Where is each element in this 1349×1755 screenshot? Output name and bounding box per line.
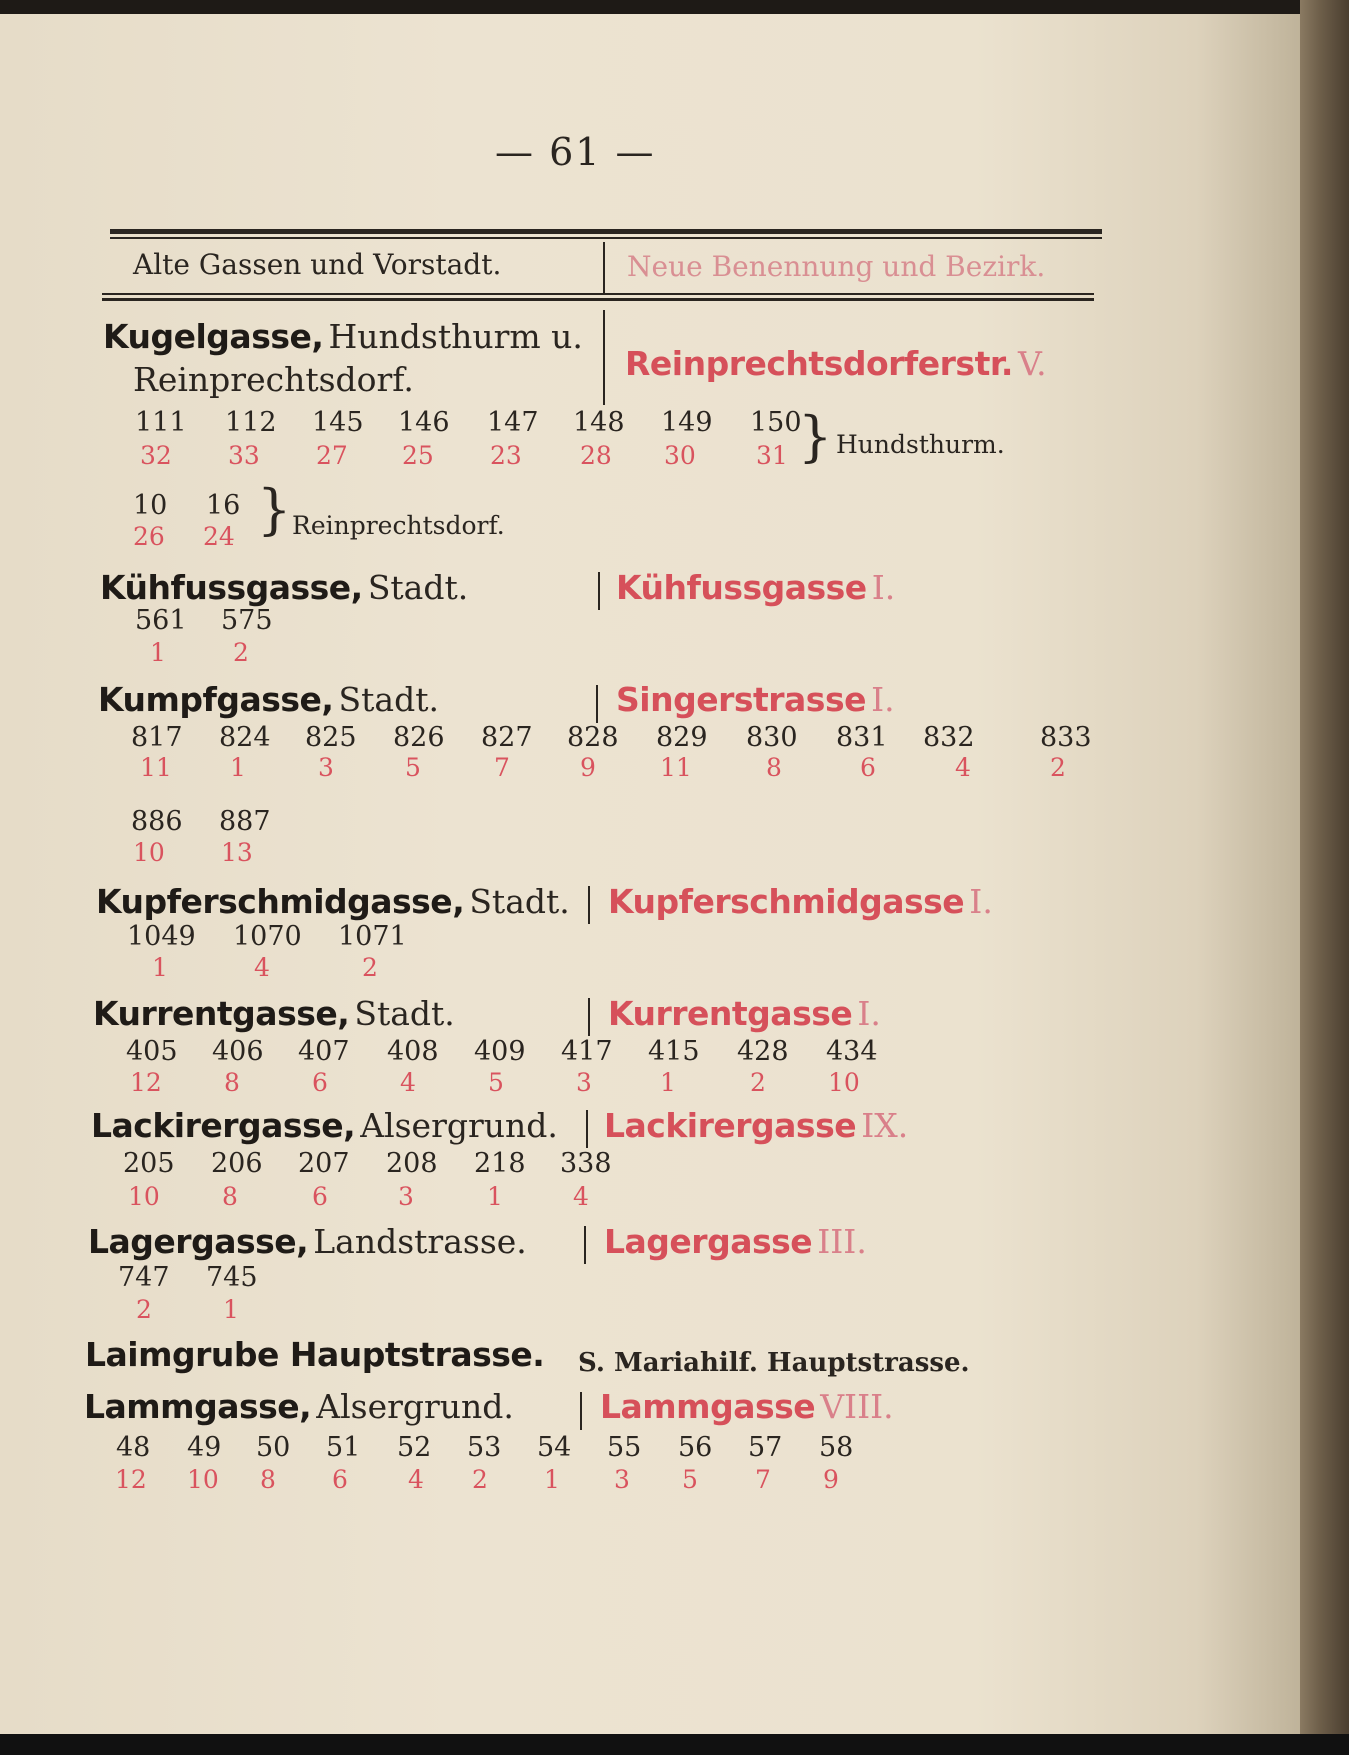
new-number: 4 xyxy=(573,1182,589,1211)
old-number: 53 xyxy=(467,1432,502,1463)
new-number: 6 xyxy=(860,753,876,782)
old-number: 428 xyxy=(737,1036,789,1067)
district: VIII. xyxy=(820,1387,894,1426)
old-number: 206 xyxy=(211,1148,263,1179)
new-number: 10 xyxy=(128,1182,160,1211)
new-number: 1 xyxy=(660,1068,676,1097)
old-number: 146 xyxy=(398,407,450,438)
old-street-name: Kurrentgasse, xyxy=(93,994,350,1033)
old-number: 149 xyxy=(661,407,713,438)
old-number: 832 xyxy=(923,722,975,753)
new-number: 4 xyxy=(955,753,971,782)
new-street-name: Kurrentgasse xyxy=(608,994,853,1033)
new-number: 6 xyxy=(312,1182,328,1211)
column-divider xyxy=(588,998,590,1036)
new-number: 30 xyxy=(664,441,696,470)
header-column-divider xyxy=(603,242,605,295)
old-street-name: Kugelgasse, xyxy=(103,317,324,356)
district: I. xyxy=(857,994,881,1033)
old-number: 338 xyxy=(560,1148,612,1179)
new-number: 28 xyxy=(580,441,612,470)
new-street-name: Kupferschmidgasse xyxy=(608,882,965,921)
old-number: 829 xyxy=(656,722,708,753)
new-number: 2 xyxy=(1050,753,1066,782)
old-number: 48 xyxy=(116,1432,151,1463)
old-location: Stadt. xyxy=(338,680,439,719)
old-number: 52 xyxy=(397,1432,432,1463)
new-number: 11 xyxy=(140,753,172,782)
new-number: 1 xyxy=(487,1182,503,1211)
new-number: 5 xyxy=(682,1465,698,1494)
new-number: 5 xyxy=(488,1068,504,1097)
old-number: 1071 xyxy=(338,921,407,952)
new-number: 9 xyxy=(823,1465,839,1494)
new-number: 27 xyxy=(316,441,348,470)
new-number: 8 xyxy=(766,753,782,782)
new-number: 26 xyxy=(133,522,165,551)
old-street-name: Laimgrube Hauptstrasse. xyxy=(85,1335,545,1374)
new-number: 23 xyxy=(490,441,522,470)
new-street-name: Lammgasse xyxy=(600,1387,816,1426)
new-number: 5 xyxy=(405,753,421,782)
new-number: 3 xyxy=(318,753,334,782)
new-number: 12 xyxy=(130,1068,162,1097)
old-number: 148 xyxy=(573,407,625,438)
new-number: 6 xyxy=(312,1068,328,1097)
old-street-name: Kühfussgasse, xyxy=(100,568,363,607)
new-number: 8 xyxy=(224,1068,240,1097)
new-number: 4 xyxy=(400,1068,416,1097)
new-number: 8 xyxy=(222,1182,238,1211)
district: I. xyxy=(871,680,895,719)
header-top-rule-thin xyxy=(110,237,1102,239)
old-number: 409 xyxy=(474,1036,526,1067)
old-number: 408 xyxy=(387,1036,439,1067)
new-street-name: Kühfussgasse xyxy=(616,568,867,607)
column-divider xyxy=(603,310,605,405)
new-number: 10 xyxy=(133,838,165,867)
old-number: 54 xyxy=(537,1432,572,1463)
new-number: 6 xyxy=(332,1465,348,1494)
old-number: 150 xyxy=(750,407,802,438)
old-number: 887 xyxy=(219,806,271,837)
old-location: Stadt. xyxy=(354,994,455,1033)
old-number: 405 xyxy=(126,1036,178,1067)
old-number: 817 xyxy=(131,722,183,753)
old-number: 10 xyxy=(133,490,168,521)
new-number: 2 xyxy=(750,1068,766,1097)
new-number: 7 xyxy=(494,753,510,782)
old-location: Landstrasse. xyxy=(313,1222,527,1261)
old-street-name: Lackirergasse, xyxy=(91,1106,356,1145)
old-number: 833 xyxy=(1040,722,1092,753)
new-number: 11 xyxy=(660,753,692,782)
old-location: Hundsthurm u. xyxy=(328,317,583,356)
old-number: 147 xyxy=(487,407,539,438)
old-number: 16 xyxy=(206,490,241,521)
old-number: 50 xyxy=(256,1432,291,1463)
new-number: 4 xyxy=(408,1465,424,1494)
new-number: 32 xyxy=(140,441,172,470)
new-street-name: Singerstrasse xyxy=(616,680,866,719)
old-street-name: Lagergasse, xyxy=(88,1222,309,1261)
brace-icon: } xyxy=(257,478,292,541)
district: IX. xyxy=(861,1106,909,1145)
old-number: 218 xyxy=(474,1148,526,1179)
header-new-names: Neue Benennung und Bezirk. xyxy=(627,250,1046,283)
old-number: 112 xyxy=(225,407,277,438)
column-divider xyxy=(584,1226,586,1264)
column-divider xyxy=(588,886,590,924)
old-number: 49 xyxy=(187,1432,222,1463)
old-number: 886 xyxy=(131,806,183,837)
district: I. xyxy=(871,568,896,607)
new-number: 2 xyxy=(362,953,378,982)
new-number: 31 xyxy=(756,441,788,470)
header-old-names: Alte Gassen und Vorstadt. xyxy=(133,248,502,281)
new-number: 4 xyxy=(254,953,270,982)
column-divider xyxy=(586,1110,588,1148)
old-number: 824 xyxy=(219,722,271,753)
old-number: 406 xyxy=(212,1036,264,1067)
new-number: 1 xyxy=(223,1295,239,1324)
old-street-name: Lammgasse, xyxy=(84,1387,312,1426)
old-number: 57 xyxy=(748,1432,783,1463)
new-number: 25 xyxy=(402,441,434,470)
new-street-name: Lackirergasse xyxy=(604,1106,857,1145)
old-number: 826 xyxy=(393,722,445,753)
page-number: — 61 — xyxy=(495,130,656,174)
header-bottom-rule xyxy=(102,298,1094,301)
old-number: 745 xyxy=(206,1262,258,1293)
old-number: 827 xyxy=(481,722,533,753)
old-number: 207 xyxy=(298,1148,350,1179)
new-number: 9 xyxy=(580,753,596,782)
old-number: 407 xyxy=(298,1036,350,1067)
district: V. xyxy=(1018,344,1047,383)
new-number: 2 xyxy=(136,1295,152,1324)
old-number: 51 xyxy=(326,1432,361,1463)
old-number: 575 xyxy=(221,605,273,636)
page-bottom-edge xyxy=(0,1734,1349,1755)
old-location: Stadt. xyxy=(469,882,570,921)
old-number: 111 xyxy=(135,407,187,438)
old-number: 145 xyxy=(312,407,364,438)
header-top-rule xyxy=(110,229,1102,234)
old-number: 205 xyxy=(123,1148,175,1179)
new-number: 10 xyxy=(187,1465,219,1494)
new-number: 3 xyxy=(398,1182,414,1211)
old-number: 415 xyxy=(648,1036,700,1067)
old-number: 830 xyxy=(746,722,798,753)
new-street-name: Reinprechtsdorferstr. xyxy=(625,344,1013,383)
old-number: 828 xyxy=(567,722,619,753)
district: I. xyxy=(969,882,993,921)
old-number: 56 xyxy=(678,1432,713,1463)
old-number: 1049 xyxy=(127,921,196,952)
old-number: 831 xyxy=(836,722,888,753)
old-number: 747 xyxy=(118,1262,170,1293)
header-bottom-rule-thin xyxy=(102,293,1094,295)
new-number: 33 xyxy=(228,441,260,470)
old-location: Alsergrund. xyxy=(316,1387,514,1426)
old-number: 561 xyxy=(135,605,187,636)
column-divider xyxy=(596,685,598,723)
brace-icon: } xyxy=(798,405,833,468)
book-spine xyxy=(1300,0,1349,1755)
new-number: 1 xyxy=(230,753,246,782)
new-number: 1 xyxy=(152,953,168,982)
new-number: 7 xyxy=(755,1465,771,1494)
new-number: 13 xyxy=(221,838,253,867)
old-location: Alsergrund. xyxy=(360,1106,558,1145)
old-location: Stadt. xyxy=(367,568,469,607)
district: III. xyxy=(817,1222,867,1261)
group-note: Reinprechtsdorf. xyxy=(292,511,505,540)
column-divider xyxy=(598,572,600,610)
new-street-name: Lagergasse xyxy=(604,1222,813,1261)
new-number: 1 xyxy=(150,638,166,667)
new-number: 12 xyxy=(115,1465,147,1494)
old-number: 55 xyxy=(607,1432,642,1463)
group-note: Hundsthurm. xyxy=(836,430,1005,459)
new-number: 2 xyxy=(233,638,249,667)
new-number: 2 xyxy=(472,1465,488,1494)
new-number: 10 xyxy=(828,1068,860,1097)
old-number: 825 xyxy=(305,722,357,753)
new-number: 3 xyxy=(576,1068,592,1097)
new-number: 3 xyxy=(614,1465,630,1494)
column-divider xyxy=(580,1392,582,1430)
new-number: 1 xyxy=(544,1465,560,1494)
old-number: 58 xyxy=(819,1432,854,1463)
new-number: 8 xyxy=(260,1465,276,1494)
old-number: 434 xyxy=(826,1036,878,1067)
old-number: 1070 xyxy=(233,921,302,952)
old-street-name: Kumpfgasse, xyxy=(98,680,334,719)
new-number: 24 xyxy=(203,522,235,551)
old-street-name: Kupferschmidgasse, xyxy=(96,882,465,921)
old-location-continued: Reinprechtsdorf. xyxy=(133,360,414,399)
old-number: 208 xyxy=(386,1148,438,1179)
cross-reference: S. Mariahilf. Hauptstrasse. xyxy=(578,1348,970,1378)
old-number: 417 xyxy=(561,1036,613,1067)
